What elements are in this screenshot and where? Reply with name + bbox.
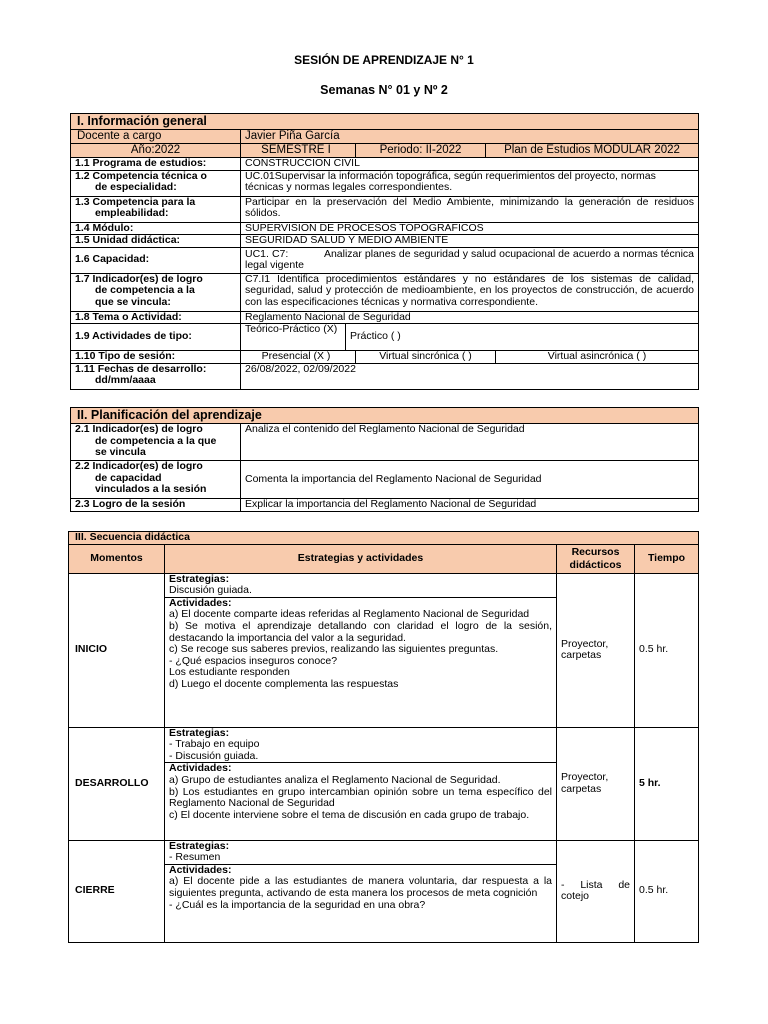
indicador-competencia-label: 2.1 Indicador(es) de logro de competencia a la que se vincula <box>71 424 241 461</box>
competencia-empleabilidad-value: Participar en la preservación del Medio Ambiente, minimizando la generación de residuos sólidos. <box>241 196 699 222</box>
logro-sesion-label: 2.3 Logro de la sesión <box>71 499 241 512</box>
col-momentos: Momentos <box>69 544 165 573</box>
section-1-heading: I. Información general <box>71 114 699 130</box>
docente-value: Javier Piña García <box>241 130 699 144</box>
inicio-estrategias-label: Estrategias: <box>169 572 230 585</box>
cierre-estrategia-1: - Resumen <box>169 851 221 864</box>
indicador-capacidad-value: Comenta la importancia del Reglamento Nacional de Seguridad <box>241 461 699 499</box>
desarrollo-estrategia-1: - Trabajo en equipo <box>169 738 260 751</box>
programa-value: CONSTRUCCION CIVIL <box>241 158 699 171</box>
planificacion-table <box>70 407 699 512</box>
actividades-tipo-label: 1.9 Actividades de tipo: <box>71 324 241 351</box>
col-estrategias: Estrategias y actividades <box>165 544 557 573</box>
fechas-label: 1.11 Fechas de desarrollo: dd/mm/aaaa <box>71 363 241 389</box>
inicio-tiempo: 0.5 hr. <box>635 573 699 727</box>
momento-cierre: CIERRE <box>69 840 165 942</box>
logro-sesion-value: Explicar la importancia del Reglamento Nacional de Seguridad <box>241 499 699 512</box>
modulo-value: SUPERVISION DE PROCESOS TOPOGRAFICOS <box>241 222 699 235</box>
desarrollo-actividad-b: b) Los estudiantes en grupo intercambian opinión sobre un tema específico del Reglamento Nacional de Seguridad <box>169 785 552 810</box>
inicio-content <box>165 573 557 727</box>
cierre-actividades-label: Actividades: <box>169 863 232 876</box>
modulo-label: 1.4 Módulo: <box>71 222 241 235</box>
momento-desarrollo: DESARROLLO <box>69 727 165 840</box>
secuencia-didactica-table <box>68 531 699 943</box>
cierre-tiempo: 0.5 hr. <box>635 840 699 942</box>
sesion-virtual-asincronica: Virtual asincrónica ( ) <box>495 351 698 363</box>
fechas-value: 26/08/2022, 02/09/2022 <box>241 363 699 389</box>
practico: Práctico ( ) <box>345 324 698 350</box>
desarrollo-estrategias-label: Estrategias: <box>169 726 230 739</box>
capacidad-value: UC1. C7: Analizar planes de seguridad y salud ocupacional de acuerdo a normas técnica legal vigente <box>241 247 699 273</box>
desarrollo-content <box>165 727 557 840</box>
unidad-didactica-label: 1.5 Unidad didáctica: <box>71 235 241 248</box>
desarrollo-tiempo: 5 hr. <box>635 727 699 840</box>
inicio-estrategia-item: Discusión guiada. <box>169 584 252 597</box>
competencia-empleabilidad-label: 1.3 Competencia para la empleabilidad: <box>71 196 241 222</box>
cierre-actividad-a: a) El docente pide a las estudiantes de manera voluntaria, dar respuesta a la siguientes pregunta, activando de esta manera los procesos de meta cognición <box>169 875 552 899</box>
inicio-actividad-c: c) Se recoge sus saberes previos, realizando las siguientes preguntas. <box>169 643 499 656</box>
inicio-actividad-b: b) Se motiva el aprendizaje detallando con claridad el logro de la sesión, destacando la importancia del valor a la seguridad. <box>169 619 552 644</box>
inicio-actividad-d: d) Luego el docente complementa las respuestas <box>169 677 399 690</box>
cierre-estrategias-label: Estrategias: <box>169 839 230 852</box>
cierre-pregunta: - ¿Cuál es la importancia de la seguridad en una obra? <box>169 898 426 911</box>
unidad-didactica-value: SEGURIDAD SALUD Y MEDIO AMBIENTE <box>241 235 699 248</box>
cierre-recursos: - Lista de cotejo <box>557 840 635 942</box>
indicador-logro-value: C7.I1 Identifica procedimientos estándares y no estándares de los sistemas de calidad, seguridad, salud y protección de medioambiente, en los proyectos de construcción, de acuerdo con las especificaciones técnicas y normativa correspondiente. <box>241 273 699 311</box>
tipo-sesion-label: 1.10 Tipo de sesión: <box>71 351 241 364</box>
sesion-presencial: Presencial (X ) <box>261 350 331 362</box>
indicador-logro-label: 1.7 Indicador(es) de logro de competencia a la que se vincula: <box>71 273 241 311</box>
tema-value: Reglamento Nacional de Seguridad <box>241 311 699 324</box>
indicador-competencia-value: Analiza el contenido del Reglamento Nacional de Seguridad <box>241 424 699 461</box>
desarrollo-actividades-label: Actividades: <box>169 762 232 775</box>
document-title: SESIÓN DE APRENDIZAJE N° 1 <box>294 53 474 67</box>
inicio-recursos: Proyector, carpetas <box>557 573 635 727</box>
teorico-practico: Teórico-Práctico (X) <box>245 323 338 335</box>
info-general-table <box>70 113 699 390</box>
competencia-tecnica-label: 1.2 Competencia técnica o de especialidad: <box>71 170 241 196</box>
document-subtitle: Semanas N° 01 y Nº 2 <box>320 83 448 97</box>
programa-label: 1.1 Programa de estudios: <box>71 158 241 171</box>
section-2-heading: II. Planificación del aprendizaje <box>71 408 699 424</box>
inicio-actividades-label: Actividades: <box>169 596 232 609</box>
tema-label: 1.8 Tema o Actividad: <box>71 311 241 324</box>
col-recursos: Recursos didácticos <box>557 544 635 573</box>
competencia-tecnica-value: UC.01Supervisar la información topográfica, según requerimientos del proyecto, normas técnicas y normas legales correspondientes. <box>241 170 699 196</box>
cierre-content <box>165 840 557 942</box>
momento-inicio: INICIO <box>69 573 165 727</box>
inicio-pregunta: - ¿Qué espacios inseguros conoce? <box>169 654 338 667</box>
sesion-virtual-sincronica: Virtual sincrónica ( ) <box>355 351 495 363</box>
capacidad-label: 1.6 Capacidad: <box>71 247 241 273</box>
desarrollo-recursos: Proyector, carpetas <box>557 727 635 840</box>
inicio-actividad-a: a) El docente comparte ideas referidas al Reglamento Nacional de Seguridad <box>169 608 530 621</box>
periodo: Periodo: II-2022 <box>355 144 485 157</box>
desarrollo-actividad-a: a) Grupo de estudiantes analiza el Reglamento Nacional de Seguridad. <box>169 773 501 786</box>
desarrollo-actividad-c: c) El docente interviene sobre el tema de discusión en cada grupo de trabajo. <box>169 808 530 821</box>
anio: Año:2022 <box>71 144 241 158</box>
section-3-heading: III. Secuencia didáctica <box>69 532 699 545</box>
docente-label: Docente a cargo <box>71 130 241 144</box>
indicador-capacidad-label: 2.2 Indicador(es) de logro de capacidad vinculados a la sesión <box>71 461 241 499</box>
semestre: SEMESTRE I <box>261 144 331 156</box>
col-tiempo: Tiempo <box>635 544 699 573</box>
desarrollo-estrategia-2: - Discusión guiada. <box>169 749 259 762</box>
plan-estudios: Plan de Estudios MODULAR 2022 <box>485 144 698 157</box>
inicio-respuesta: Los estudiante responden <box>169 666 290 679</box>
